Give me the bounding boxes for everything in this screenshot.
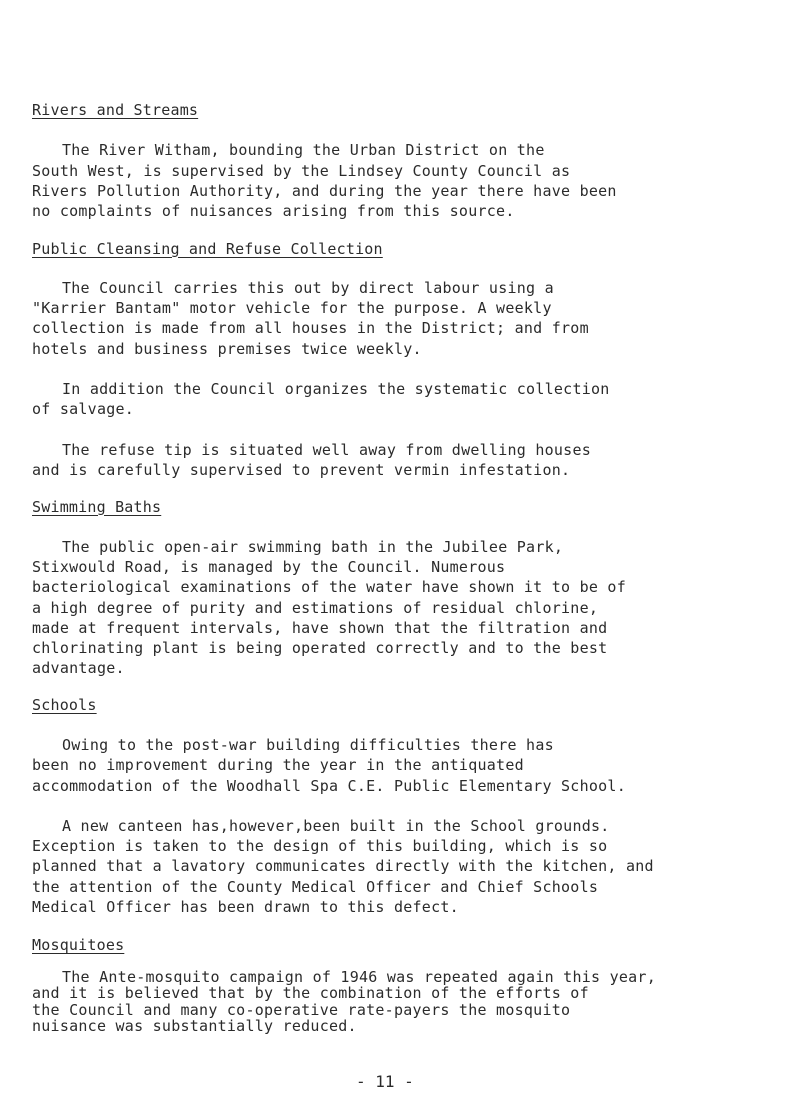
text-line: The Council carries this out by direct labour using a bbox=[62, 279, 554, 298]
text-line: South West, is supervised by the Lindsey County Council as bbox=[32, 161, 571, 180]
text-line: the attention of the County Medical Officer and Chief Schools bbox=[32, 877, 599, 896]
section-heading-mosquitoes: Mosquitoes bbox=[32, 936, 125, 955]
text-line: The public open-air swimming bath in the Jubilee Park, bbox=[62, 537, 564, 556]
text-line: Exception is taken to the design of this building, which is so bbox=[32, 837, 608, 856]
text-line: Rivers Pollution Authority, and during the year there have been bbox=[32, 181, 617, 200]
text-line: The refuse tip is situated well away from dwelling houses bbox=[62, 440, 592, 459]
section-heading-swimming-baths: Swimming Baths bbox=[32, 497, 162, 516]
text-line: nuisance was substantially reduced. bbox=[32, 1017, 357, 1036]
text-line: a high degree of purity and estimations of residual chlorine, bbox=[32, 598, 599, 617]
text-line: been no improvement during the year in the antiquated bbox=[32, 756, 524, 775]
text-line: made at frequent intervals, have shown that the filtration and bbox=[32, 618, 608, 637]
section-heading-public-cleansing: Public Cleansing and Refuse Collection bbox=[32, 239, 383, 258]
text-line: no complaints of nuisances arising from this source. bbox=[32, 201, 515, 220]
text-line: and it is believed that by the combination of the efforts of bbox=[32, 984, 589, 1003]
text-line: Medical Officer has been drawn to this defect. bbox=[32, 897, 459, 916]
text-line: The Ante-mosquito campaign of 1946 was repeated again this year, bbox=[62, 967, 656, 986]
text-line: A new canteen has,however,been built in the School grounds. bbox=[62, 817, 610, 836]
text-line: advantage. bbox=[32, 659, 125, 678]
text-line: Stixwould Road, is managed by the Council. Numerous bbox=[32, 558, 506, 577]
text-line: accommodation of the Woodhall Spa C.E. Public Elementary School. bbox=[32, 776, 626, 795]
text-line: collection is made from all houses in the District; and from bbox=[32, 319, 589, 338]
text-line: chlorinating plant is being operated correctly and to the best bbox=[32, 638, 608, 657]
text-line: The River Witham, bounding the Urban District on the bbox=[62, 141, 545, 160]
text-line: In addition the Council organizes the systematic collection bbox=[62, 380, 610, 399]
page-number: - 11 - bbox=[356, 1072, 414, 1091]
text-line: planned that a lavatory communicates directly with the kitchen, and bbox=[32, 857, 654, 876]
section-heading-rivers-and-streams: Rivers and Streams bbox=[32, 101, 199, 119]
text-line: bacteriological examinations of the water have shown it to be of bbox=[32, 578, 626, 597]
text-line: Owing to the post-war building difficulties there has bbox=[62, 736, 554, 755]
section-heading-schools: Schools bbox=[32, 695, 97, 714]
text-line: "Karrier Bantam" motor vehicle for the purpose. A weekly bbox=[32, 299, 552, 318]
text-line: hotels and business premises twice weekly. bbox=[32, 339, 422, 358]
text-line: of salvage. bbox=[32, 400, 135, 419]
text-line: the Council and many co-operative rate-payers the mosquito bbox=[32, 1000, 571, 1019]
text-line: and is carefully supervised to prevent vermin infestation. bbox=[32, 460, 571, 479]
